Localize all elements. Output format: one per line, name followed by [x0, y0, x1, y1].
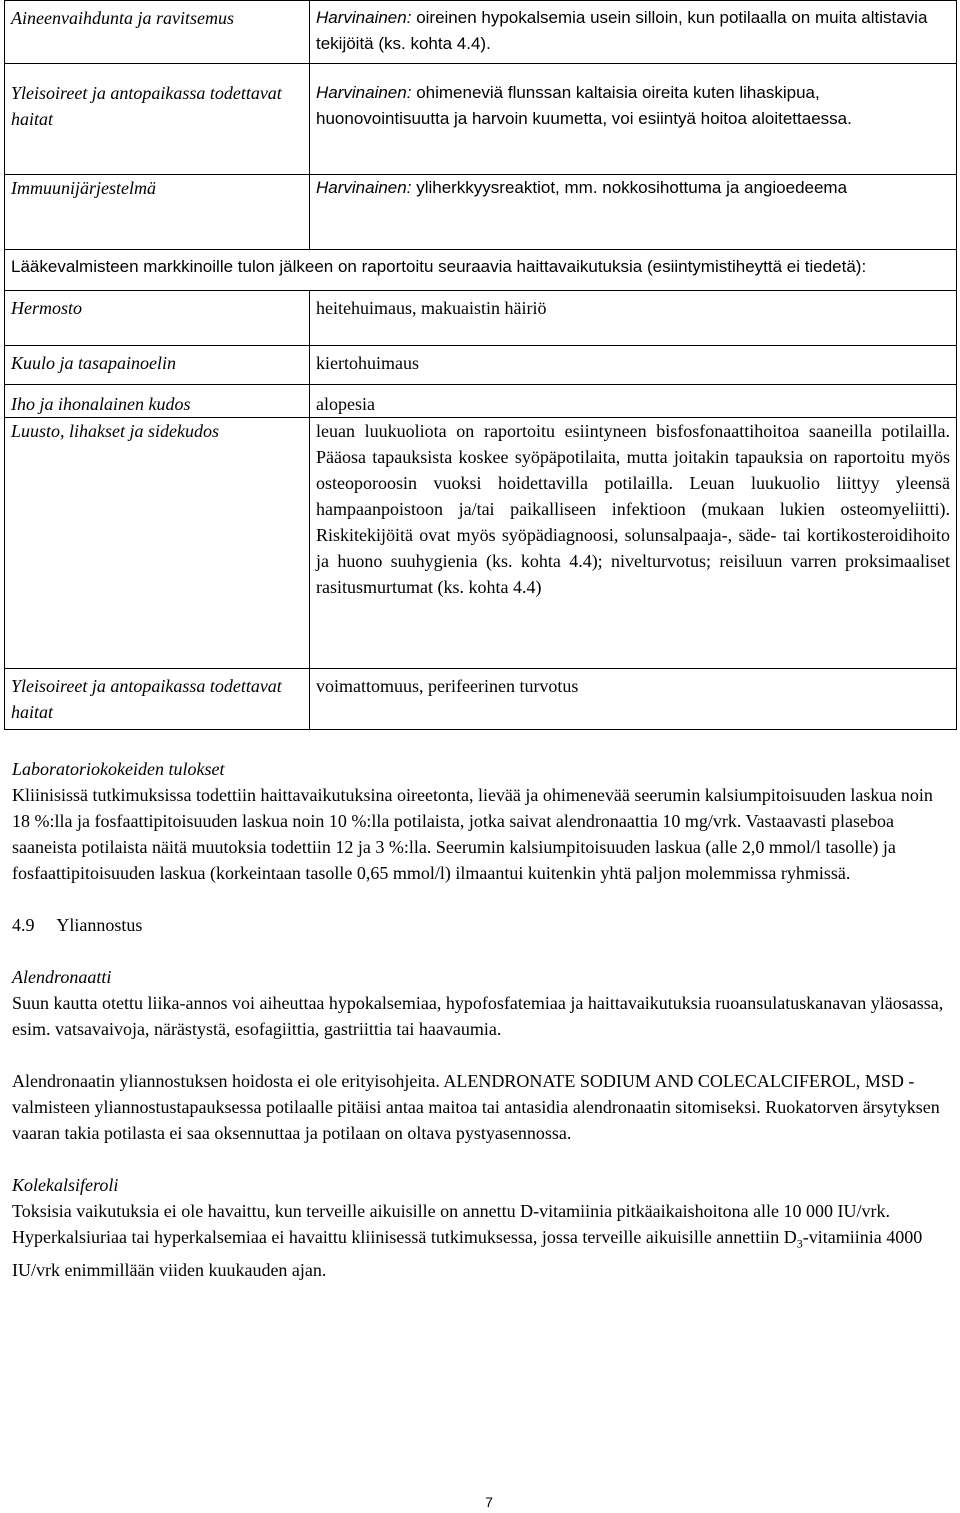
effect-text: yliherkkyysreaktiot, mm. nokkosihottuma ja angioedeema: [416, 178, 848, 197]
section-title: Yliannostus: [56, 915, 143, 935]
frequency-label: Harvinainen:: [316, 178, 412, 197]
table-row: [5, 385, 957, 418]
table-row: [5, 669, 957, 730]
effect-cell: heitehuimaus, makuaistin häiriö: [310, 291, 957, 346]
effect-cell: [310, 1, 957, 64]
table-row: [5, 291, 957, 346]
table-row: [5, 346, 957, 385]
frequency-label: Harvinainen:: [316, 8, 412, 27]
document-page: [4, 0, 960, 1283]
post-marketing-intro: Lääkevalmisteen markkinoille tulon jälkeen on raportoitu seuraavia haittavaikutuksia (esiintymistiheyttä ei tiedetä):: [5, 250, 957, 291]
section-number: 4.9: [12, 915, 35, 935]
effect-cell: leuan luukuoliota on raportoitu esiintyneen bisfosfonaattihoitoa saaneilla potilailla. Pääosa tapauksista koskee syöpäpotilaita, mutta joitakin tapauksia on raportoitu myös osteoporoosin vuoksi hoidettavilla potilailla. Leuan luukuolio liittyy yleensä hampaanpoistoon ja/tai paikalliseen infektioon (mukaan lukien osteomyeliitti). Riskitekijöitä ovat myös syöpädiagnoosi, solunsalpaaja-, säde- tai kortikosteroidihoito ja huono suuhygienia (ks. kohta 4.4); nivelturvotus; reisiluun varren proksimaaliset rasitusmurtumat (ks. kohta 4.4): [310, 418, 957, 669]
alendronaatti-paragraph-1: Suun kautta otettu liika-annos voi aiheuttaa hypokalsemiaa, hypofosfatemiaa ja haittavaikutuksia ruoansulatuskanavan yläosassa, esim. vatsavaivoja, närästystä, esofagiittia, gastriittia tai haavaumia.: [12, 993, 944, 1039]
lab-results-paragraph: Kliinisissä tutkimuksissa todettiin haittavaikutuksina oireetonta, lievää ja ohimenevää seerumin kalsiumpitoisuuden laskua noin 18 %:lla ja fosfaattipitoisuuden laskua noin 10 %:lla potilaista, jotka saivat alendronaattia 10 mg/vrk. Vastaavasti plaseboa saaneista potilaista näitä muutoksia todettiin 12 ja 3 %:lla. Seerumin kalsiumpitoisuuden laskua (alle 2,0 mmol/l tasolle) ja fosfaattipitoisuuden laskua (korkeintaan tasolle 0,65 mmol/l) ilmaantui kuitenkin yhtä paljon molemmissa ryhmissä.: [12, 785, 933, 883]
kolekalsiferoli-paragraph: [12, 1198, 954, 1283]
frequency-label: Harvinainen:: [316, 83, 412, 102]
organ-class-cell: Hermosto: [5, 291, 310, 346]
table-row: [5, 418, 957, 669]
adverse-effects-table: [4, 0, 957, 730]
alendronaatti-heading: Alendronaatti: [12, 967, 112, 987]
table-row: [5, 1, 957, 64]
subscript: 3: [796, 1236, 803, 1251]
organ-class-cell: Aineenvaihdunta ja ravitsemus: [5, 1, 310, 64]
effect-cell: kiertohuimaus: [310, 346, 957, 385]
effect-text: ohimeneviä flunssan kaltaisia oireita kuten lihaskipua, huonovointisuutta ja harvoin kuumetta, voi esiintyä hoitoa aloitettaessa.: [316, 83, 852, 128]
kolekalsiferoli-text-2: -vitamiinia 4000 IU/vrk enimmillään viiden kuukauden ajan.: [12, 1227, 923, 1280]
organ-class-cell: Kuulo ja tasapainoelin: [5, 346, 310, 385]
kolekalsiferoli-text-1: Toksisia vaikutuksia ei ole havaittu, kun terveille aikuisille on annettu D-vitamiinia pitkäaikaishoitona alle 10 000 IU/vrk. Hyperkalsiuriaa tai hyperkalsemiaa ei havaittu kliinisessä tutkimuksessa, jossa terveille aikuisille annettiin D: [12, 1201, 891, 1247]
organ-class-cell: Yleisoireet ja antopaikassa todettavat haitat: [5, 64, 310, 175]
effect-cell: voimattomuus, perifeerinen turvotus: [310, 669, 957, 730]
section-heading: [12, 912, 954, 938]
organ-class-cell: Immuunijärjestelmä: [5, 175, 310, 250]
effect-cell: [310, 64, 957, 175]
effect-cell: [310, 175, 957, 250]
organ-class-cell: Iho ja ihonalainen kudos: [5, 385, 310, 418]
page-number: 7: [485, 1494, 493, 1510]
effect-text: oireinen hypokalsemia usein silloin, kun potilaalla on muita altistavia tekijöitä (ks. kohta 4.4).: [316, 8, 928, 53]
kolekalsiferoli-heading: Kolekalsiferoli: [12, 1175, 119, 1195]
table-row: [5, 175, 957, 250]
organ-class-cell: Luusto, lihakset ja sidekudos: [5, 418, 310, 669]
table-row: [5, 250, 957, 291]
organ-class-cell: Yleisoireet ja antopaikassa todettavat haitat: [5, 669, 310, 730]
alendronaatti-paragraph-2: Alendronaatin yliannostuksen hoidosta ei ole erityisohjeita. ALENDRONATE SODIUM AND COLECALCIFEROL, MSD -valmisteen yliannostustapauksessa potilaalle pitäisi antaa maitoa tai antasidia alendronaatin sitomiseksi. Ruokatorven ärsytyksen vaaran takia potilasta ei saa oksennuttaa ja potilaan on oltava pystyasennossa.: [12, 1071, 940, 1143]
body-text: [4, 756, 960, 1283]
table-row: [5, 64, 957, 175]
effect-cell: alopesia: [310, 385, 957, 418]
lab-results-heading: Laboratoriokokeiden tulokset: [12, 759, 225, 779]
